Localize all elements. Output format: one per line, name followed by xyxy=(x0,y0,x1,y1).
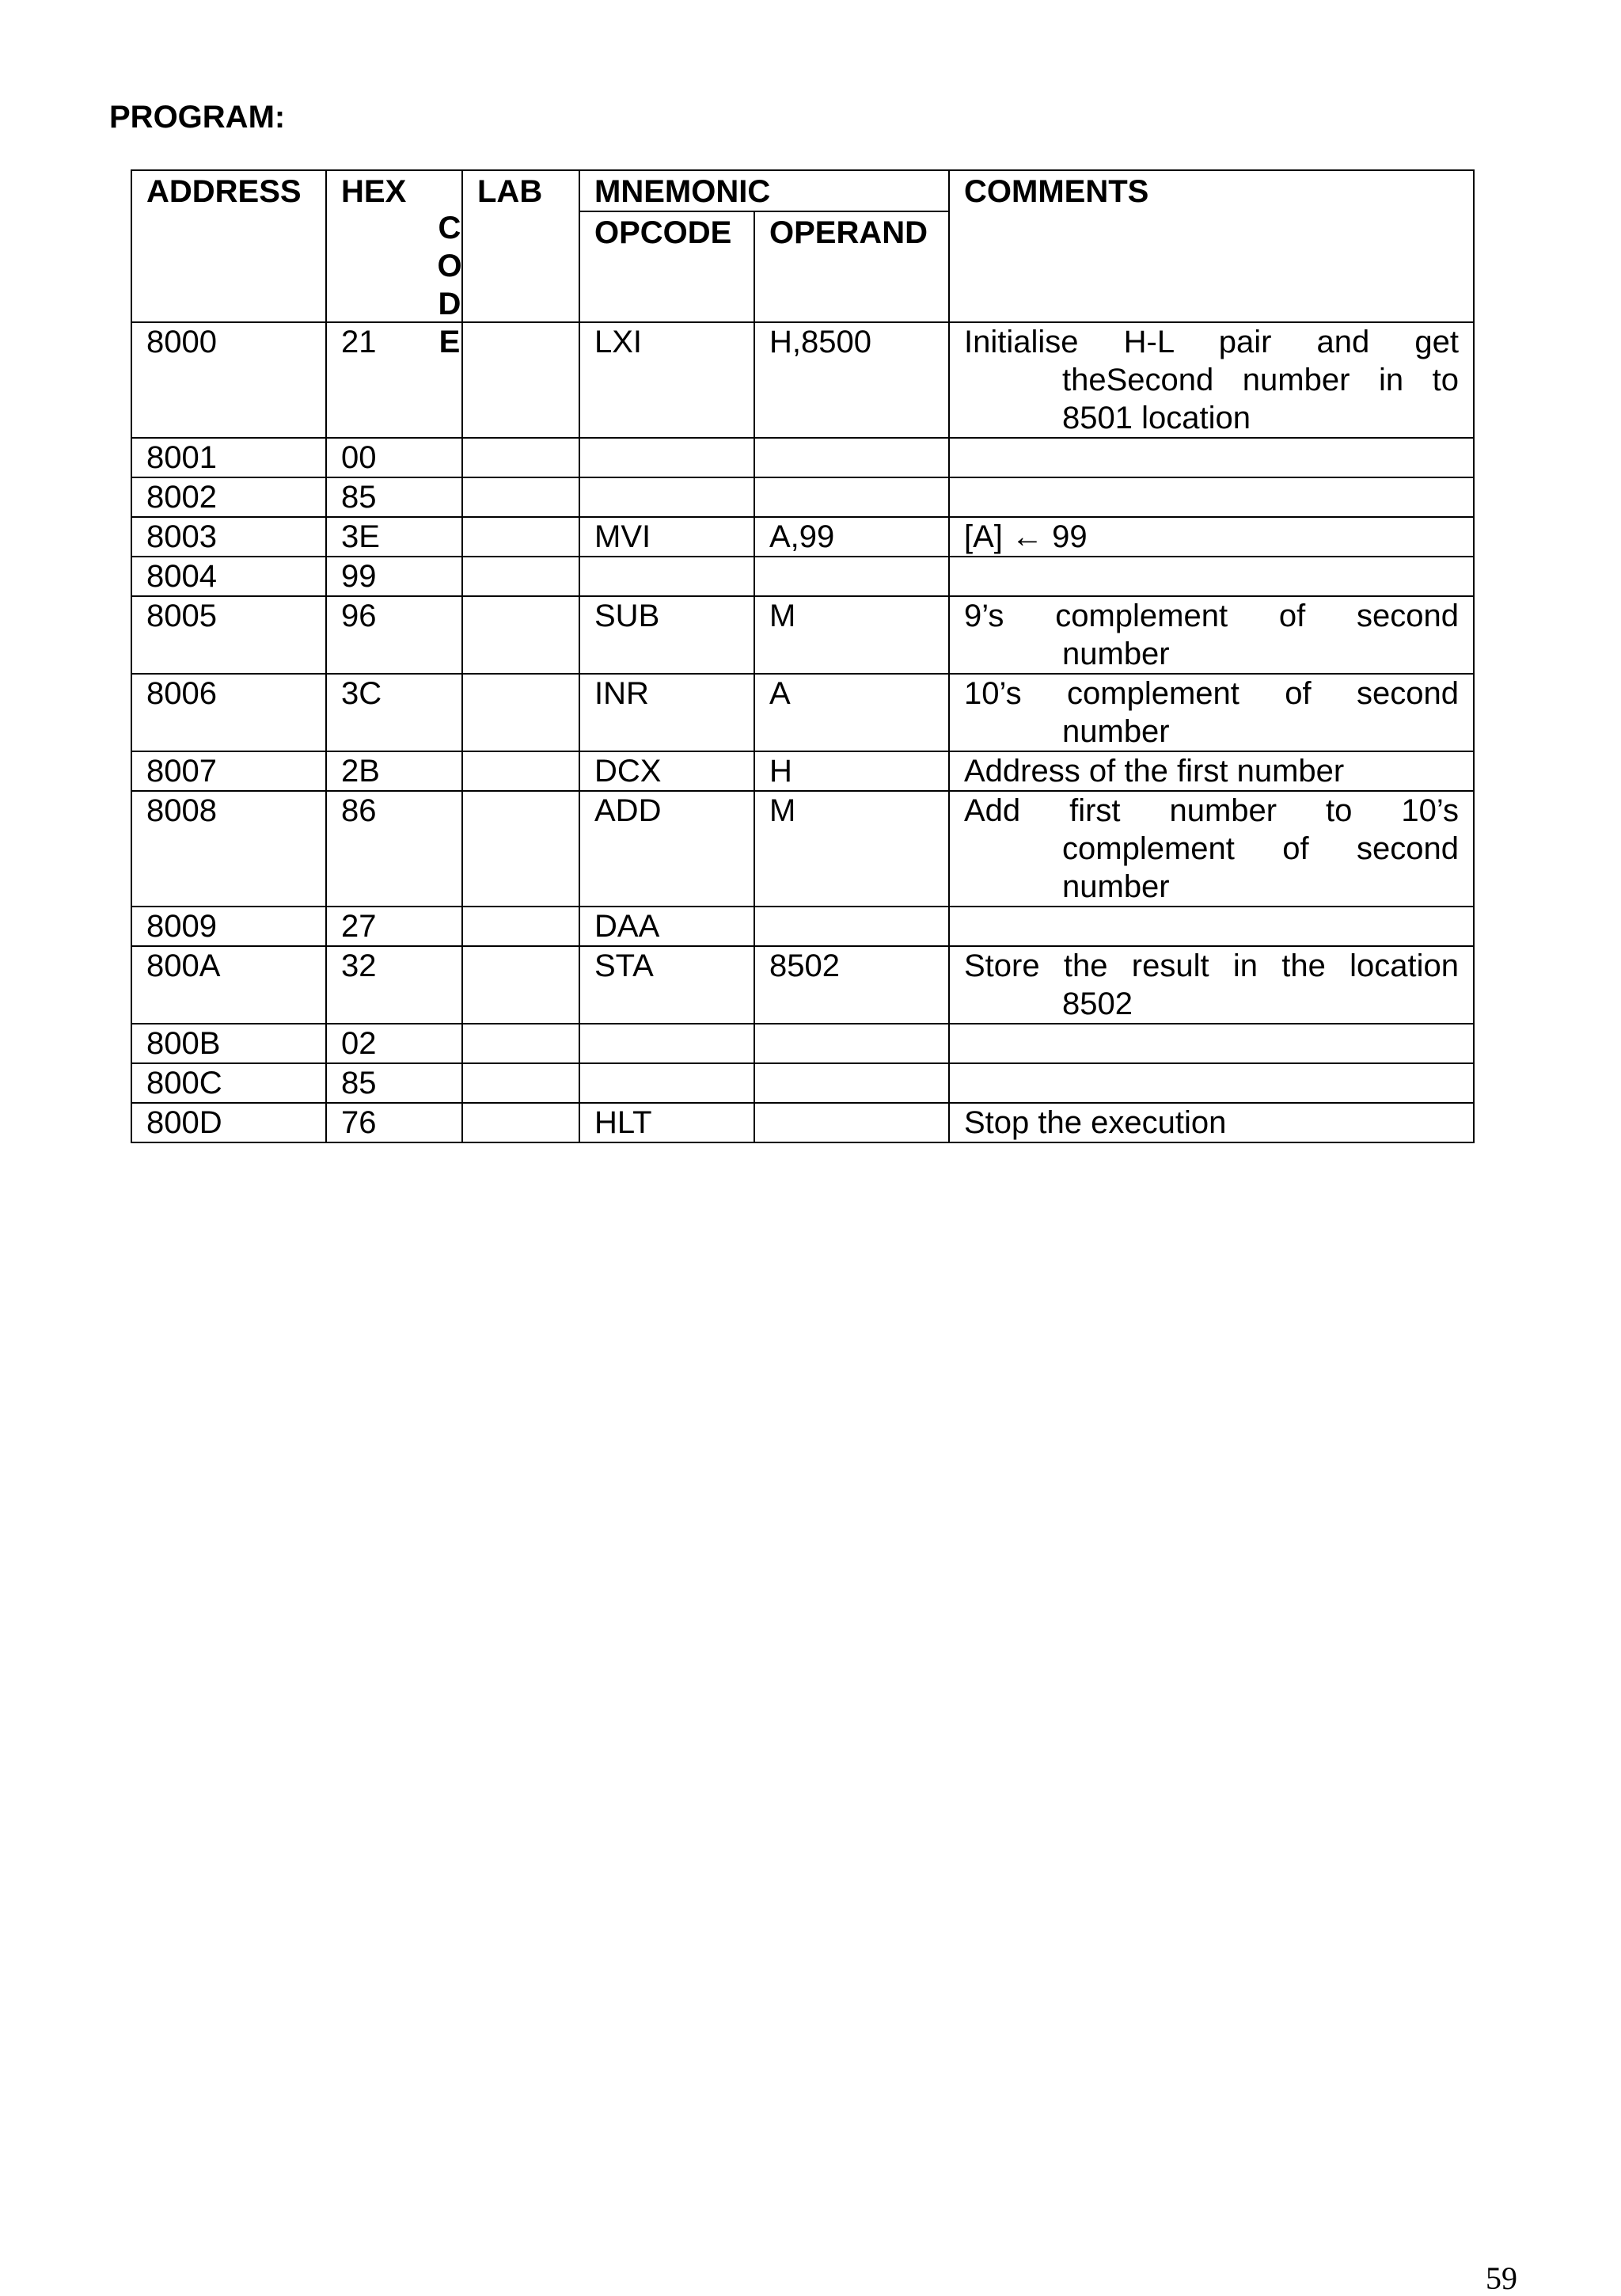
hex-code-cell: 76 xyxy=(326,1103,462,1142)
table-row xyxy=(131,751,1474,791)
header-operand xyxy=(754,211,949,322)
address-cell: 800D xyxy=(131,1103,326,1142)
address-cell: 8006 xyxy=(131,674,326,751)
label-cell xyxy=(462,1103,579,1142)
comment-line: complement of second xyxy=(1062,831,1459,866)
label-cell xyxy=(462,674,579,751)
comment-line: Store the result in the location xyxy=(964,948,1459,983)
comment-line: Initialise H-L pair and get xyxy=(964,325,1459,359)
header-comments-label: COMMENTS xyxy=(964,174,1149,209)
address-cell: 8008 xyxy=(131,791,326,907)
hex-code-cell: 21 xyxy=(326,322,462,438)
table-row xyxy=(131,946,1474,1024)
operand-cell xyxy=(754,477,949,517)
table-row xyxy=(131,791,1474,907)
operand-cell xyxy=(754,1063,949,1103)
label-cell xyxy=(462,596,579,674)
address-cell: 800A xyxy=(131,946,326,1024)
operand-cell xyxy=(754,557,949,596)
comment-line: 8502 xyxy=(1062,986,1133,1021)
table-row xyxy=(131,1024,1474,1063)
comment-cell xyxy=(949,557,1474,596)
label-cell xyxy=(462,791,579,907)
address-cell: 8001 xyxy=(131,438,326,477)
comment-line: number xyxy=(1062,637,1170,671)
header-comments xyxy=(949,170,1474,322)
table-row xyxy=(131,557,1474,596)
opcode-cell: DAA xyxy=(579,907,754,946)
vertical-letter: D xyxy=(438,287,461,321)
opcode-cell: DCX xyxy=(579,751,754,791)
header-mnemonic-label: MNEMONIC xyxy=(594,174,771,209)
operand-cell: M xyxy=(754,791,949,907)
opcode-cell: INR xyxy=(579,674,754,751)
opcode-cell: ADD xyxy=(579,791,754,907)
header-label-text: LAB xyxy=(477,174,543,209)
vertical-letter: C xyxy=(438,211,461,245)
label-cell xyxy=(462,477,579,517)
comment-cell xyxy=(949,751,1474,791)
comment-cell xyxy=(949,1103,1474,1142)
address-cell: 8003 xyxy=(131,517,326,557)
address-cell: 8002 xyxy=(131,477,326,517)
opcode-cell: STA xyxy=(579,946,754,1024)
hex-code-cell: 27 xyxy=(326,907,462,946)
hex-code-cell: 3C xyxy=(326,674,462,751)
table-row xyxy=(131,517,1474,557)
operand-cell: M xyxy=(754,596,949,674)
label-cell xyxy=(462,1063,579,1103)
hex-code-cell: 85 xyxy=(326,1063,462,1103)
opcode-cell xyxy=(579,438,754,477)
label-cell xyxy=(462,322,579,438)
label-cell xyxy=(462,946,579,1024)
table-row xyxy=(131,596,1474,674)
address-cell: 8000 xyxy=(131,322,326,438)
comment-line: [A] ← 99 xyxy=(964,519,1088,554)
label-cell xyxy=(462,517,579,557)
header-address-label: ADDRESS xyxy=(146,174,302,209)
hex-code-cell: 2B xyxy=(326,751,462,791)
operand-cell: A,99 xyxy=(754,517,949,557)
address-cell: 800B xyxy=(131,1024,326,1063)
table-row xyxy=(131,907,1474,946)
header-opcode-label: OPCODE xyxy=(594,215,732,250)
operand-cell: 8502 xyxy=(754,946,949,1024)
page-heading: PROGRAM: xyxy=(109,100,286,135)
page-number: 59 xyxy=(1486,2260,1517,2296)
comment-cell xyxy=(949,596,1474,674)
opcode-cell: HLT xyxy=(579,1103,754,1142)
address-cell: 800C xyxy=(131,1063,326,1103)
hex-code-cell: 99 xyxy=(326,557,462,596)
comment-cell xyxy=(949,1024,1474,1063)
comment-line: 10’s complement of second xyxy=(964,676,1459,711)
label-cell xyxy=(462,907,579,946)
table-row xyxy=(131,477,1474,517)
opcode-cell xyxy=(579,1024,754,1063)
comment-line: theSecond number in to xyxy=(1062,363,1459,397)
operand-cell xyxy=(754,1103,949,1142)
table-row xyxy=(131,438,1474,477)
label-cell xyxy=(462,1024,579,1063)
comment-line: Stop the execution xyxy=(964,1105,1227,1140)
vertical-letter: O xyxy=(437,249,462,283)
opcode-cell: SUB xyxy=(579,596,754,674)
opcode-cell xyxy=(579,1063,754,1103)
opcode-cell: LXI xyxy=(579,322,754,438)
address-cell: 8004 xyxy=(131,557,326,596)
hex-code-cell: 96 xyxy=(326,596,462,674)
comment-line: Add first number to 10’s xyxy=(964,793,1459,828)
hex-code-cell: 32 xyxy=(326,946,462,1024)
operand-cell xyxy=(754,1024,949,1063)
comment-cell xyxy=(949,791,1474,907)
table-row xyxy=(131,1103,1474,1142)
header-opcode xyxy=(579,211,754,322)
comment-cell xyxy=(949,907,1474,946)
address-cell: 8007 xyxy=(131,751,326,791)
opcode-cell: MVI xyxy=(579,517,754,557)
table-row xyxy=(131,1063,1474,1103)
comment-cell xyxy=(949,438,1474,477)
address-cell: 8009 xyxy=(131,907,326,946)
comment-line: number xyxy=(1062,869,1170,904)
table-row xyxy=(131,674,1474,751)
hex-code-cell: 3E xyxy=(326,517,462,557)
comment-cell xyxy=(949,946,1474,1024)
hex-code-cell: 02 xyxy=(326,1024,462,1063)
hex-code-cell: 85 xyxy=(326,477,462,517)
comment-line: Address of the first number xyxy=(964,754,1345,789)
operand-cell xyxy=(754,438,949,477)
comment-cell xyxy=(949,1063,1474,1103)
label-cell xyxy=(462,438,579,477)
label-cell xyxy=(462,751,579,791)
address-cell: 8005 xyxy=(131,596,326,674)
header-address xyxy=(131,170,326,322)
opcode-cell xyxy=(579,477,754,517)
hex-code-cell: 00 xyxy=(326,438,462,477)
comment-line: 9’s complement of second xyxy=(964,599,1459,633)
operand-cell: H,8500 xyxy=(754,322,949,438)
comment-cell xyxy=(949,517,1474,557)
label-cell xyxy=(462,557,579,596)
program-table xyxy=(131,169,1475,1143)
hex-code-cell: 86 xyxy=(326,791,462,907)
comment-cell xyxy=(949,674,1474,751)
operand-cell: A xyxy=(754,674,949,751)
operand-cell: H xyxy=(754,751,949,791)
comment-cell xyxy=(949,477,1474,517)
vertical-letter: E xyxy=(438,325,461,359)
header-hex-label: HEX xyxy=(341,174,407,209)
header-operand-label: OPERAND xyxy=(769,215,928,250)
header-label xyxy=(462,170,579,322)
table-row xyxy=(131,322,1474,438)
opcode-cell xyxy=(579,557,754,596)
comment-line: 8501 location xyxy=(1062,401,1251,435)
comment-line: number xyxy=(1062,714,1170,749)
header-code-vertical xyxy=(436,209,463,361)
header-mnemonic xyxy=(579,170,949,211)
operand-cell xyxy=(754,907,949,946)
comment-cell xyxy=(949,322,1474,438)
table-body xyxy=(131,322,1474,1142)
